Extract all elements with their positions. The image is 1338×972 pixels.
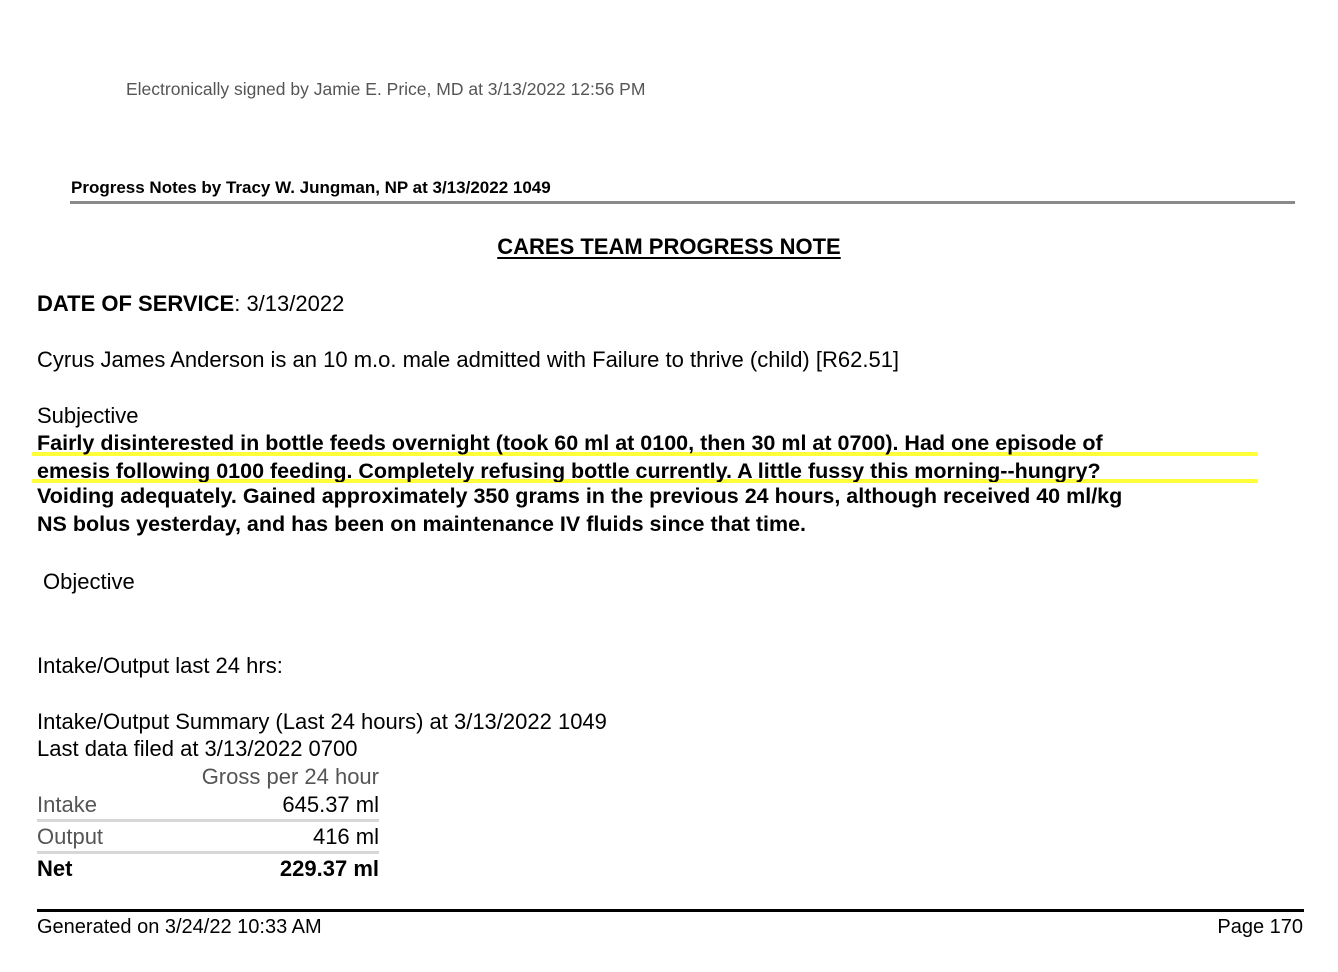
row-value: 229.37 ml	[279, 856, 379, 881]
note-title-text: CARES TEAM PROGRESS NOTE	[497, 234, 841, 259]
objective-label: Objective	[43, 569, 135, 594]
row-value: 416 ml	[312, 824, 379, 849]
row-label: Intake	[37, 792, 97, 817]
patient-summary: Cyrus James Anderson is an 10 m.o. male admitted with Failure to thrive (child) [R62.51]	[37, 347, 900, 372]
intake-output-table	[37, 763, 379, 883]
subjective-line: NS bolus yesterday, and has been on maintenance IV fluids since that time.	[37, 512, 807, 536]
subjective-line: Fairly disinterested in bottle feeds overnight (took 60 ml at 0100, then 30 ml at 0700). Had one episode of	[37, 431, 1103, 455]
intake-output-label: Intake/Output last 24 hrs:	[37, 653, 283, 678]
table-row	[37, 790, 379, 822]
intake-output-summary: Intake/Output Summary (Last 24 hours) at 3/13/2022 1049	[37, 709, 607, 734]
subjective-line: emesis following 0100 feeding. Completely refusing bottle currently. A little fussy this morning--hungry?	[37, 459, 1101, 482]
date-of-service	[37, 291, 344, 317]
subjective-label: Subjective	[37, 403, 139, 428]
row-label: Net	[37, 856, 73, 881]
table-row	[37, 822, 379, 854]
subjective-text	[37, 429, 1287, 538]
header-divider	[70, 201, 1295, 204]
generated-timestamp: Generated on 3/24/22 10:33 AM	[37, 916, 322, 938]
row-label: Output	[37, 824, 104, 849]
footer-divider	[37, 909, 1304, 912]
note-title	[0, 234, 1338, 260]
note-header: Progress Notes by Tracy W. Jungman, NP at 3/13/2022 1049	[71, 178, 551, 197]
last-data-filed: Last data filed at 3/13/2022 0700	[37, 736, 358, 761]
column-header: Gross per 24 hour	[201, 764, 379, 789]
row-value: 645.37 ml	[282, 792, 379, 817]
table-row	[37, 854, 379, 883]
page-number: Page 170	[1217, 916, 1303, 938]
electronic-signature: Electronically signed by Jamie E. Price, MD at 3/13/2022 12:56 PM	[126, 79, 646, 99]
date-of-service-label: DATE OF SERVICE	[37, 291, 235, 316]
subjective-line: Voiding adequately. Gained approximately 350 grams in the previous 24 hours, although received 40 ml/kg	[37, 484, 1123, 508]
date-of-service-value: : 3/13/2022	[234, 291, 345, 316]
